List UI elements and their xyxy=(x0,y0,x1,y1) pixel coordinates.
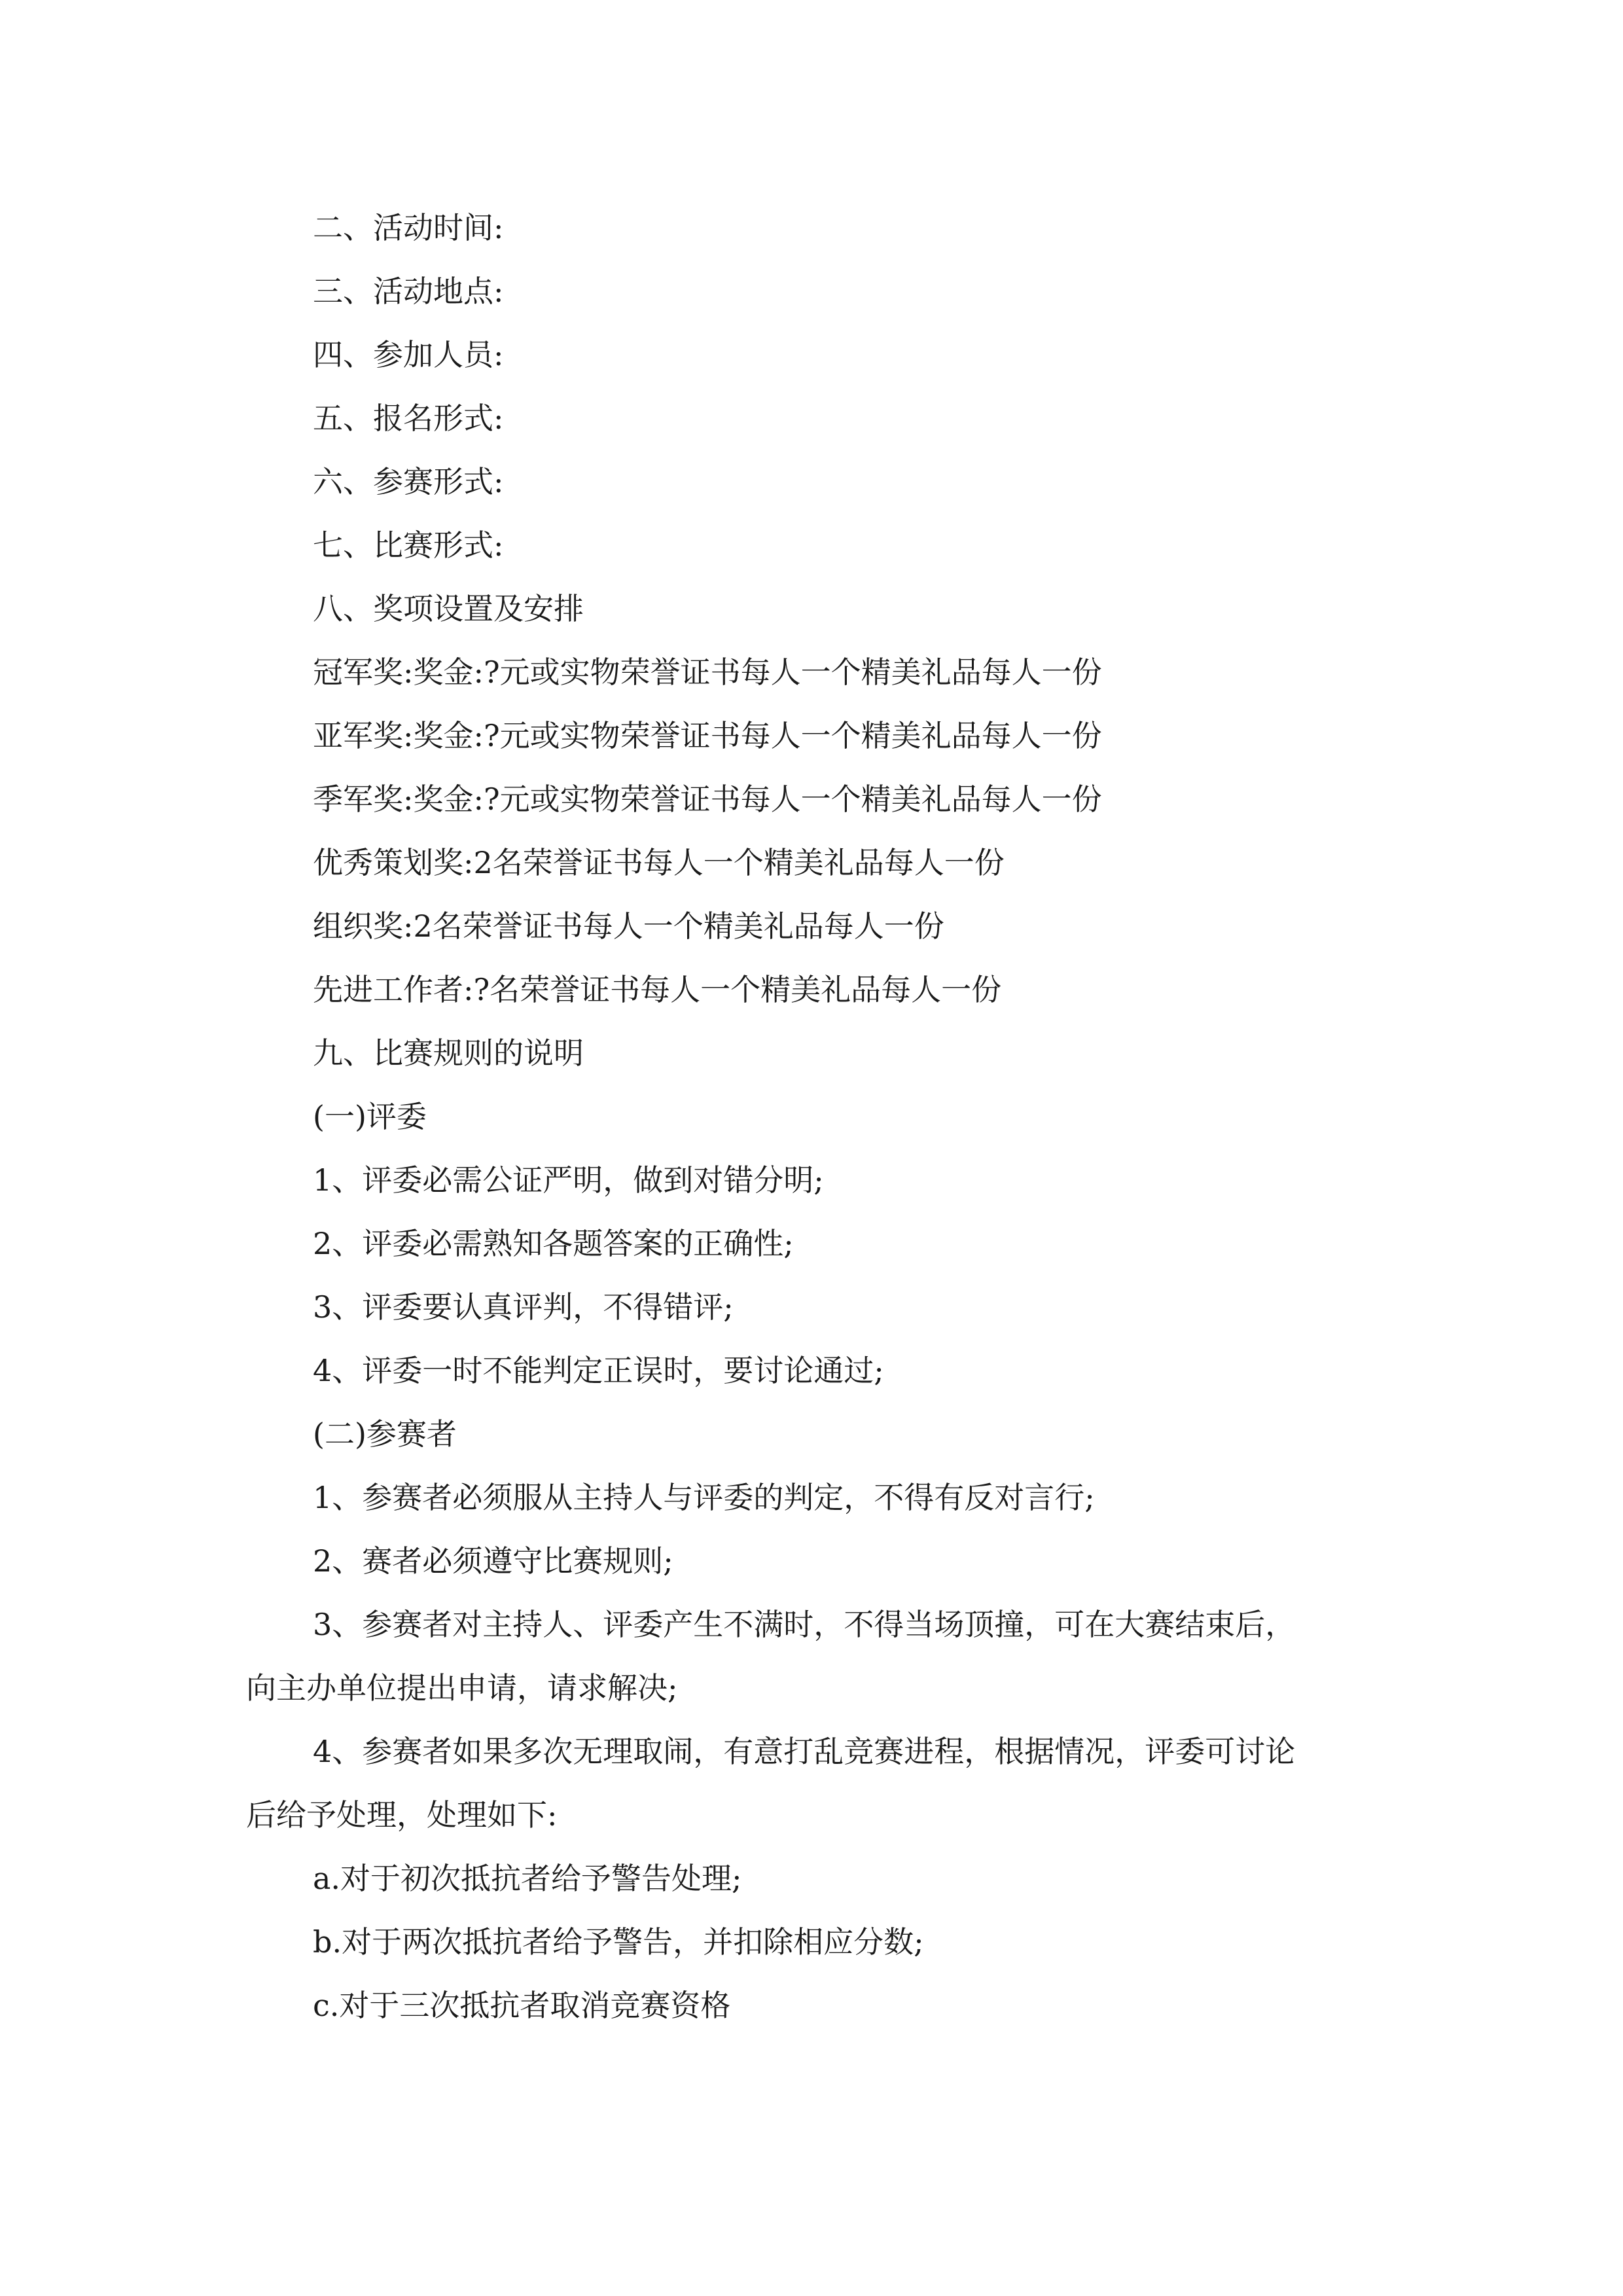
contestant-rule-3-line-2: 向主办单位提出申请，请求解决; xyxy=(246,1670,678,1706)
penalty-b: b.对于两次抵抗者给予警告，并扣除相应分数; xyxy=(313,1924,924,1960)
heading-registration-form: 五、报名形式: xyxy=(313,401,504,436)
subheading-judges: (一)评委 xyxy=(313,1099,427,1134)
award-runner-up: 亚军奖:奖金:?元或实物荣誉证书每人一个精美礼品每人一份 xyxy=(313,718,1102,753)
heading-activity-location: 三、活动地点: xyxy=(313,274,504,309)
judge-rule-4: 4、评委一时不能判定正误时，要讨论通过; xyxy=(313,1353,884,1388)
award-third-place: 季军奖:奖金:?元或实物荣誉证书每人一个精美礼品每人一份 xyxy=(313,781,1102,817)
contestant-rule-4-line-2: 后给予处理，处理如下: xyxy=(246,1797,558,1833)
heading-activity-time: 二、活动时间: xyxy=(313,210,504,245)
contestant-rule-3-line-1: 3、参赛者对主持人、评委产生不满时，不得当场顶撞，可在大赛结束后， xyxy=(313,1607,1296,1642)
heading-awards: 八、奖项设置及安排 xyxy=(313,591,584,626)
contestant-rule-4-line-1: 4、参赛者如果多次无理取闹，有意打乱竞赛进程，根据情况，评委可讨论 xyxy=(313,1734,1296,1769)
award-advanced-worker: 先进工作者:?名荣誉证书每人一个精美礼品每人一份 xyxy=(313,972,1002,1007)
judge-rule-2: 2、评委必需熟知各题答案的正确性; xyxy=(313,1226,794,1261)
subheading-contestants: (二)参赛者 xyxy=(313,1416,457,1452)
heading-rules: 九、比赛规则的说明 xyxy=(313,1035,584,1071)
judge-rule-1: 1、评委必需公证严明，做到对错分明; xyxy=(313,1162,824,1198)
heading-participants: 四、参加人员: xyxy=(313,337,504,372)
award-best-planning: 优秀策划奖:2名荣誉证书每人一个精美礼品每人一份 xyxy=(313,845,1005,880)
heading-entry-form: 六、参赛形式: xyxy=(313,464,504,499)
contestant-rule-1: 1、参赛者必须服从主持人与评委的判定，不得有反对言行; xyxy=(313,1480,1095,1515)
award-organization: 组织奖:2名荣誉证书每人一个精美礼品每人一份 xyxy=(313,908,944,944)
contestant-rule-2: 2、赛者必须遵守比赛规则; xyxy=(313,1543,673,1579)
judge-rule-3: 3、评委要认真评判，不得错评; xyxy=(313,1289,734,1325)
penalty-a: a.对于初次抵抗者给予警告处理; xyxy=(313,1861,742,1896)
award-champion: 冠军奖:奖金:?元或实物荣誉证书每人一个精美礼品每人一份 xyxy=(313,655,1102,690)
penalty-c: c.对于三次抵抗者取消竞赛资格 xyxy=(313,1988,731,2023)
heading-competition-form: 七、比赛形式: xyxy=(313,528,504,563)
